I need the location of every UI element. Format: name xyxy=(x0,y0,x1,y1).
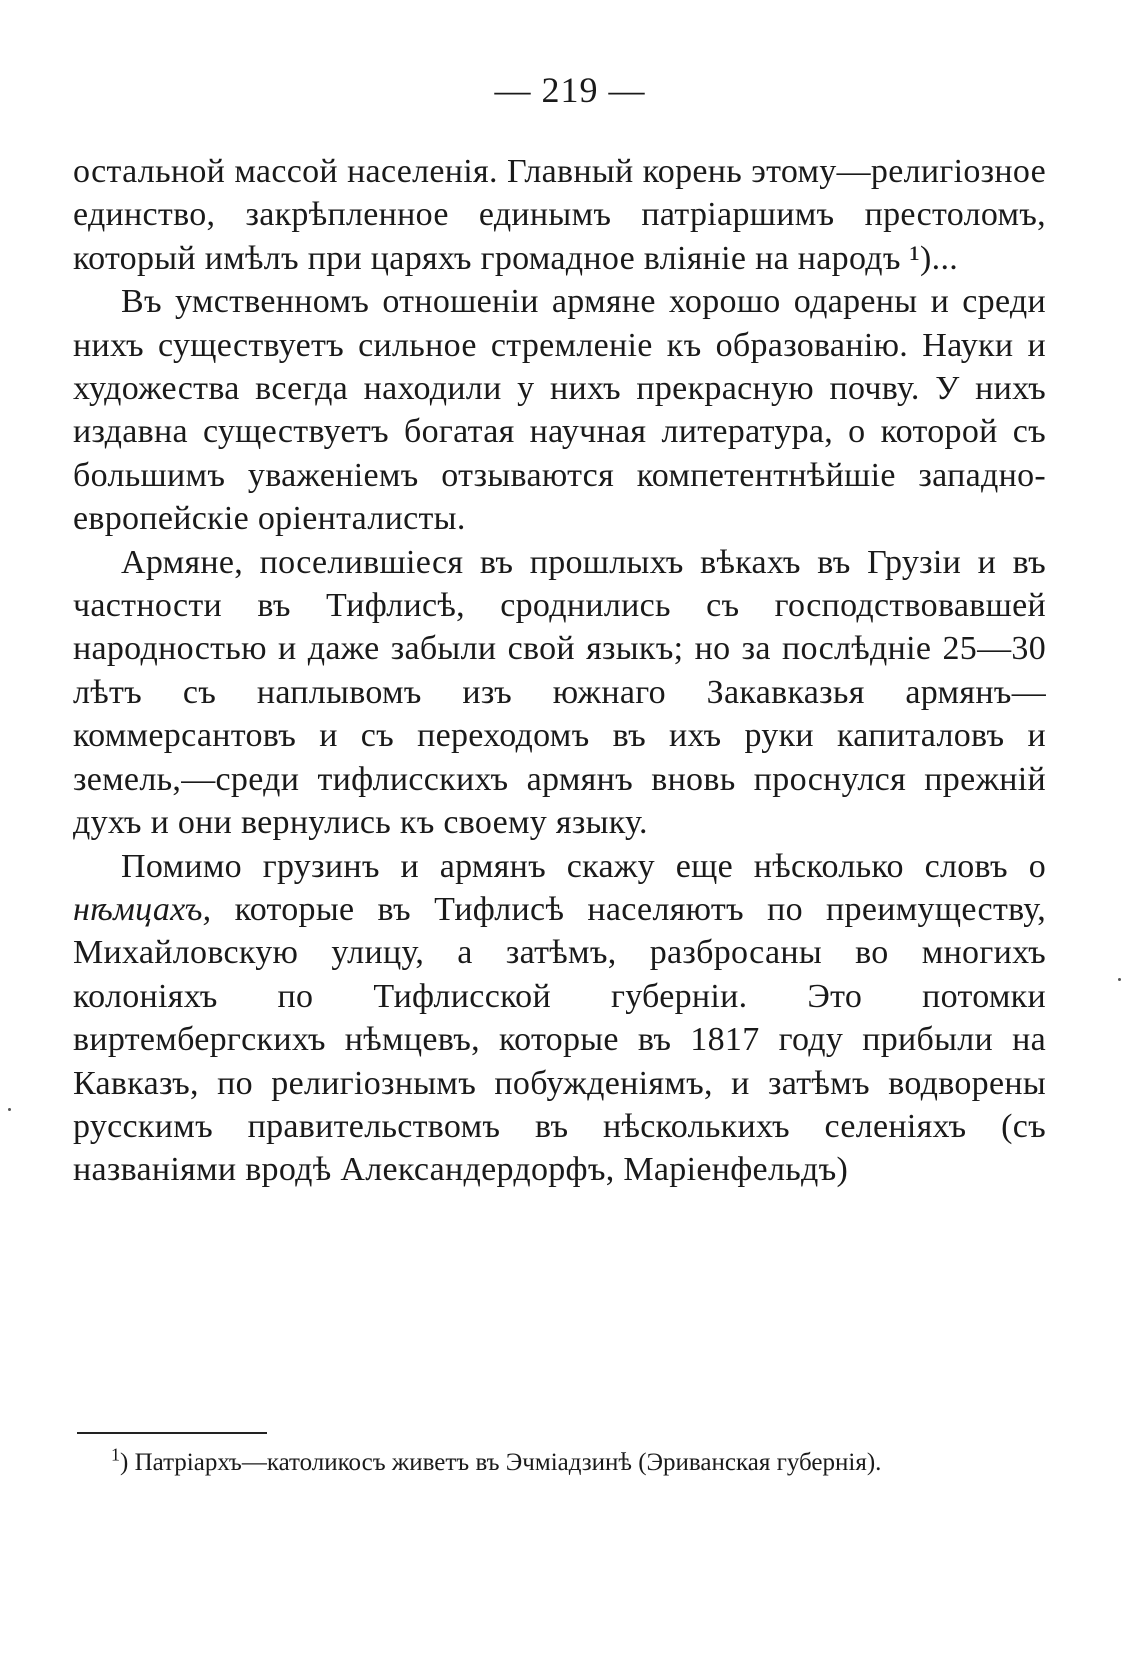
footnote xyxy=(77,1446,1046,1480)
emphasis-germans: нѣмцахъ, xyxy=(73,890,212,928)
footnote-text: ) Патріархъ—католикосъ живетъ въ Эчміадзинѣ (Эриванская губернія). xyxy=(120,1449,882,1476)
paragraph-armenian-education: Въ умственномъ отношеніи армяне хорошо одарены и среди нихъ существуетъ сильное стремленіе къ образованію. Науки и художества всегда находили у нихъ прекрасную почву. У нихъ издавна существуетъ богатая научная литература, о которой съ большимъ уваженіемъ отзываются компетентнѣйшіе западно-европейскіе оріенталисты. xyxy=(73,283,1046,538)
paragraph-germans-before: Помимо грузинъ и армянъ скажу еще нѣсколько словъ о xyxy=(121,847,1046,885)
paragraph-germans-after: которые въ Тифлисѣ населяютъ по преимуществу, Михайловскую улицу, а затѣмъ, разбросаны во многихъ колоніяхъ по Тифлисской губерніи. Это потомки виртембергскихъ нѣмцевъ, которые въ 1817 году прибыли на Кавказъ, по религіознымъ побужденіямъ, и затѣмъ водворены русскимъ правительствомъ въ нѣсколькихъ селеніяхъ (съ названіями вродѣ Александердорфъ, Маріенфельдъ) xyxy=(73,890,1046,1189)
paragraph-continuation: остальной массой населенія. Главный корень этому—религіозное единство, закрѣпленное единымъ патріаршимъ престоломъ, который имѣлъ при царяхъ громадное вліяніе на народъ ¹)... xyxy=(73,153,1046,277)
scan-speck xyxy=(8,1108,11,1111)
page-number: — 219 — xyxy=(494,70,646,110)
paragraph-germans xyxy=(73,845,1046,1192)
body-text xyxy=(73,150,1046,1192)
footnote-separator xyxy=(77,1432,267,1434)
paragraph-armenians-in-tiflis: Армяне, поселившіеся въ прошлыхъ вѣкахъ въ Грузіи и въ частности въ Тифлисѣ, сроднились съ господствовавшей народностью и даже забыли свой языкъ; но за послѣдніе 25—30 лѣтъ съ наплывомъ изъ южнаго Закавказья армянъ—коммерсантовъ и съ переходомъ въ ихъ руки капиталовъ и земель,—среди тифлисскихъ армянъ вновь проснулся прежній духъ и они вернулись къ своему языку. xyxy=(73,543,1046,842)
scan-speck xyxy=(1118,978,1121,981)
footnote-marker: 1 xyxy=(111,1444,120,1465)
